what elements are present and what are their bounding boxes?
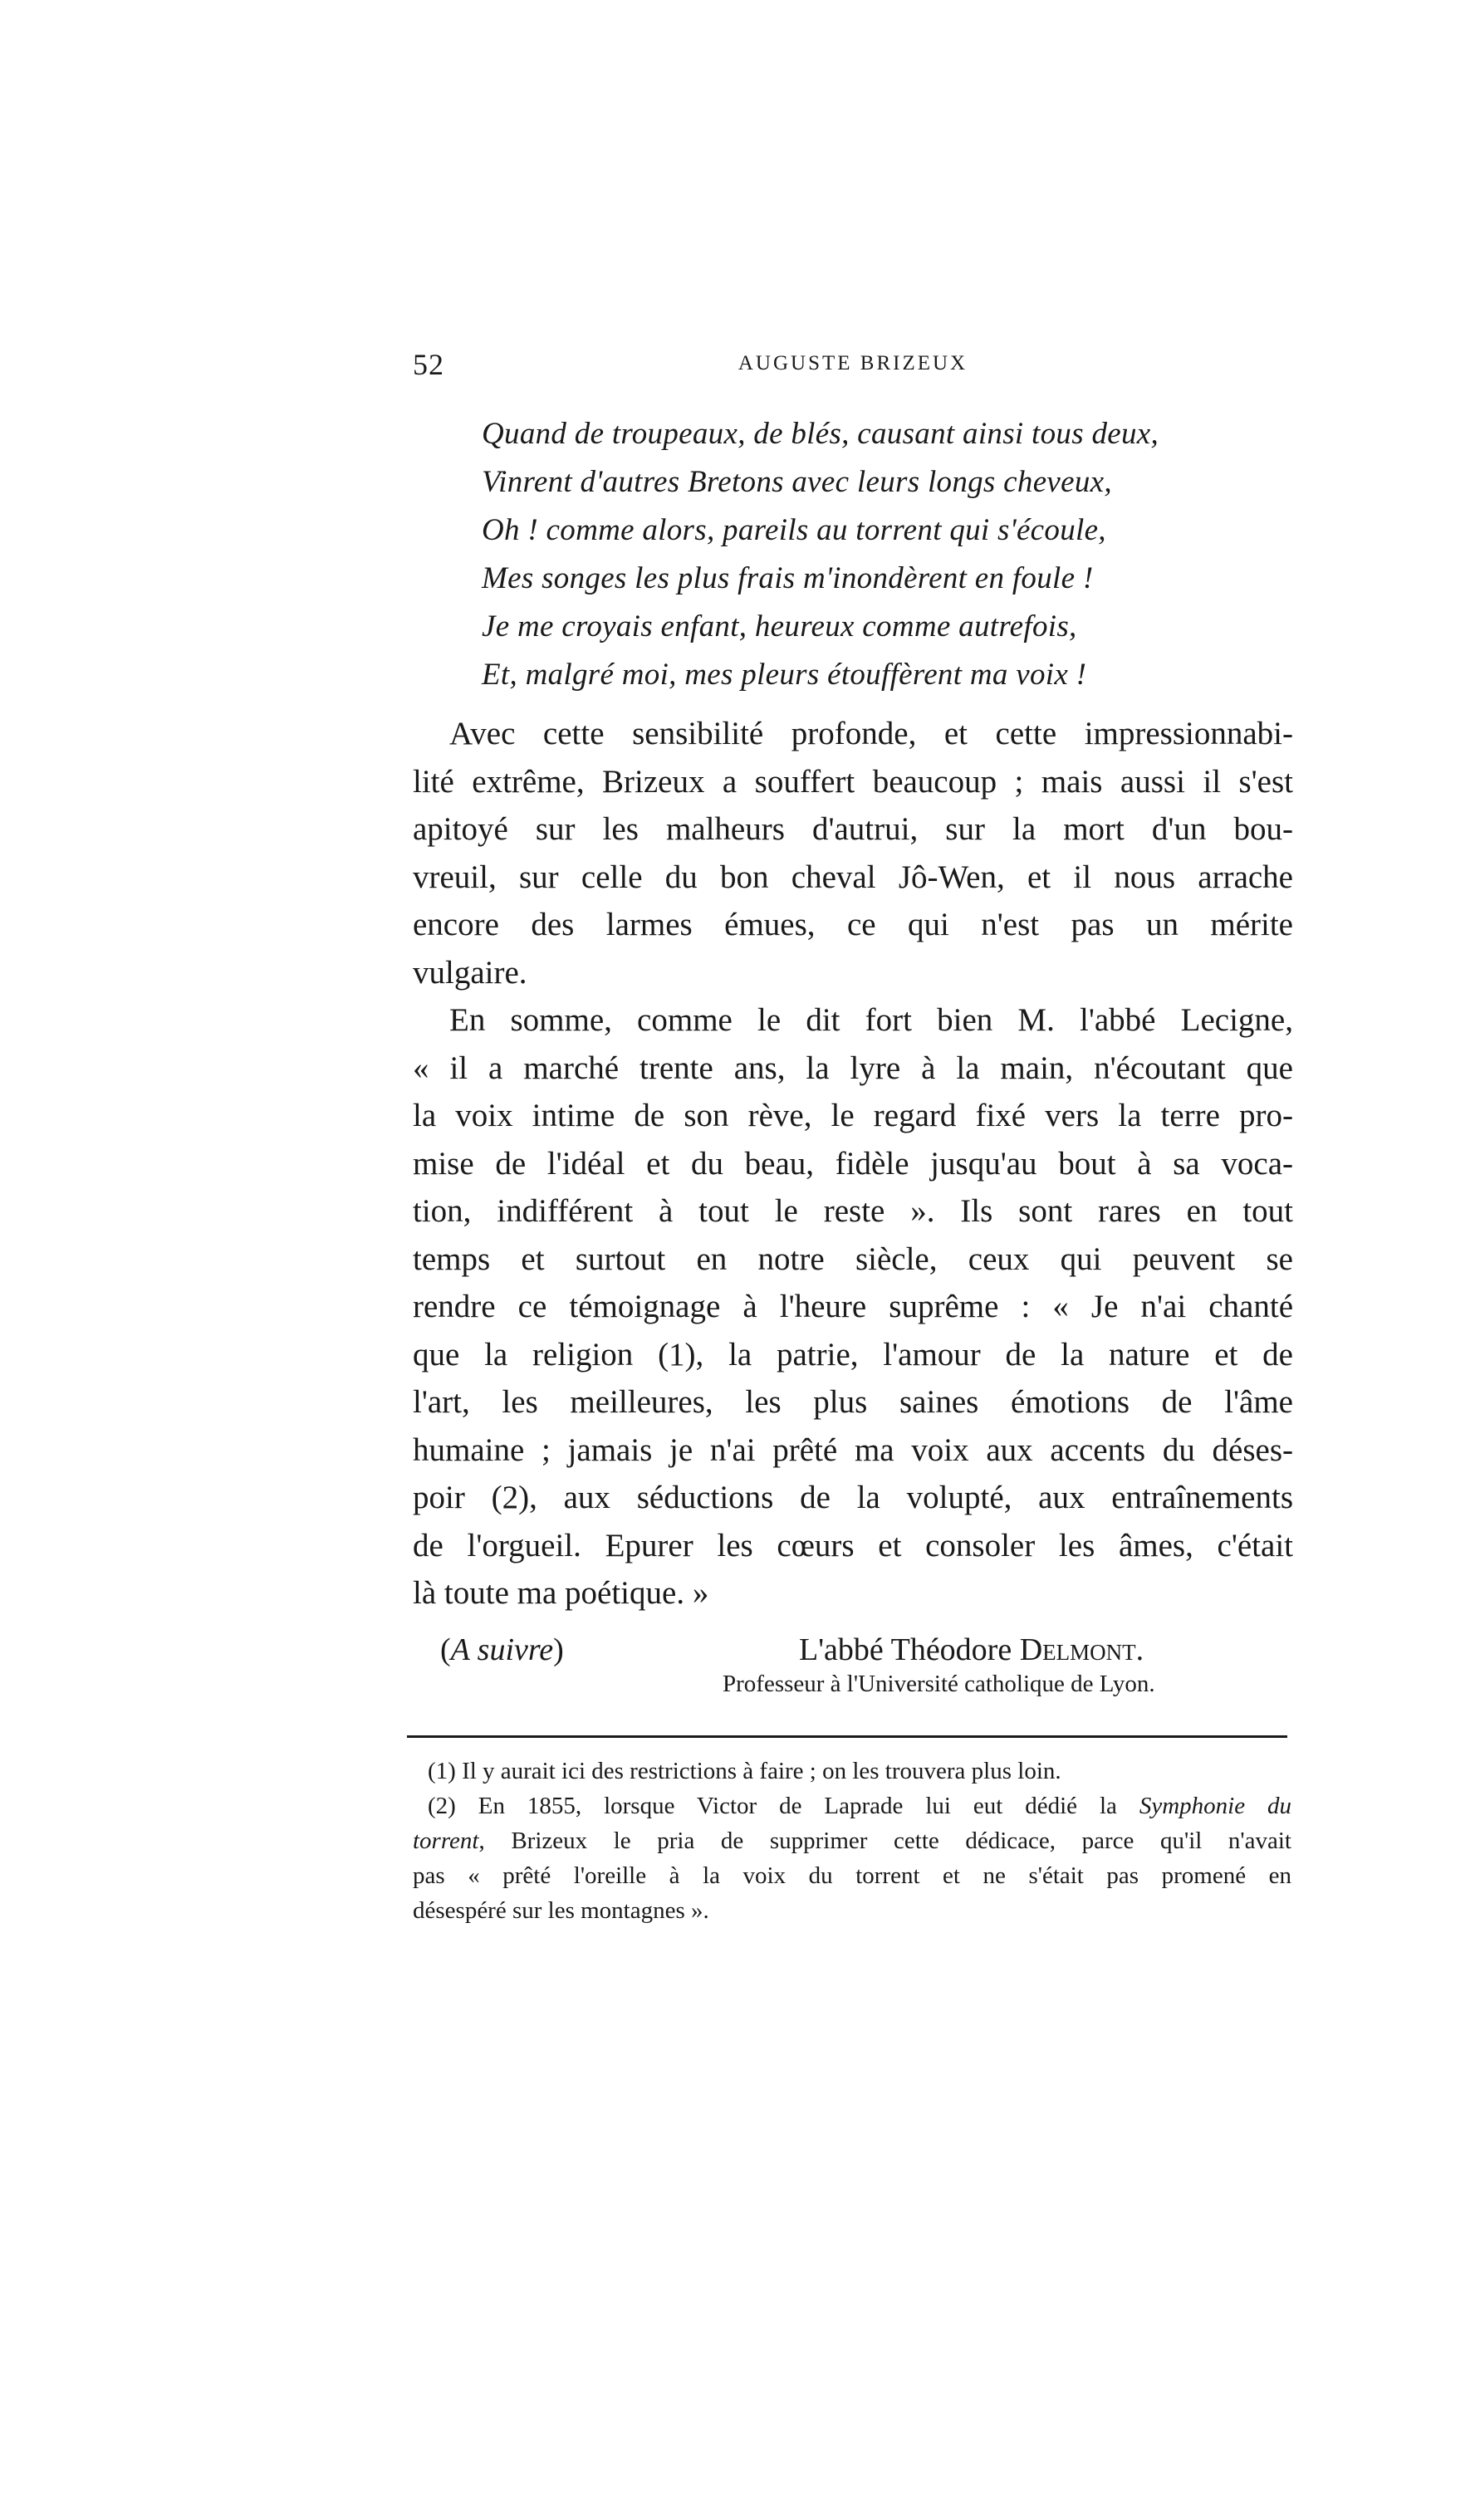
text-line: apitoyé sur les malheurs d'autrui, sur la mort d'un bou- <box>413 811 1293 847</box>
text-line: lité extrême, Brizeux a souffert beaucoup ; mais aussi il s'est <box>413 763 1293 800</box>
page-number: 52 <box>413 348 444 381</box>
text-line: là toute ma poétique. » <box>413 1575 709 1611</box>
author-affiliation: Professeur à l'Université catholique de Lyon. <box>723 1671 1155 1697</box>
verse-line: Oh ! comme alors, pareils au torrent qui s'écoule, <box>482 513 1106 547</box>
footnote-2-line <box>413 1788 1291 1823</box>
fn2-text: , Brizeux le pria de supprimer cette dédicace, parce qu'il n'avait <box>478 1828 1291 1854</box>
verse-line: Et, malgré moi, mes pleurs étouffèrent ma voix ! <box>482 658 1087 692</box>
footnote-1: (1) Il y aurait ici des restrictions à faire ; on les trouvera plus loin. <box>428 1758 1061 1784</box>
paren: ) <box>553 1632 564 1667</box>
verse-line: Je me croyais enfant, heureux comme autrefois, <box>482 609 1077 643</box>
footnote-separator <box>407 1735 1287 1738</box>
footnotes <box>413 1754 1291 1928</box>
paragraph-sensibilite <box>413 710 1293 996</box>
text-line: la voix intime de son rève, le regard fixé vers la terre pro- <box>413 1098 1293 1133</box>
text-line: tion, indifférent à tout le reste ». Ils sont rares en tout <box>413 1193 1293 1229</box>
footnote-2-line: pas « prêté l'oreille à la voix du torrent et ne s'était pas promené en <box>413 1862 1291 1889</box>
verse-line: Quand de troupeaux, de blés, causant ainsi tous deux, <box>482 417 1159 451</box>
verse-line: Vinrent d'autres Bretons avec leurs longs cheveux, <box>482 465 1112 499</box>
author-suffix: . <box>1135 1632 1144 1667</box>
paragraph-en-somme <box>413 996 1293 1617</box>
footnote-2-line <box>413 1823 1291 1858</box>
text-line: vreuil, sur celle du bon cheval Jô-Wen, et il nous arrache <box>413 859 1293 895</box>
text-line: rendre ce témoignage à l'heure suprême : « Je n'ai chanté <box>413 1289 1293 1324</box>
text-line: mise de l'idéal et du beau, fidèle jusqu'au bout à sa voca- <box>413 1145 1293 1182</box>
running-title: AUGUSTE BRIZEUX <box>738 352 968 374</box>
paren: ( <box>440 1632 451 1667</box>
signoff <box>440 1632 1296 1673</box>
text-line: temps et surtout en notre siècle, ceux qui peuvent se <box>413 1240 1293 1277</box>
fn2-text: (2) En 1855, lorsque Victor de Laprade lui eut dédié la <box>428 1793 1139 1819</box>
text-line: l'art, les meilleures, les plus saines émotions de l'âme <box>413 1384 1293 1420</box>
to-be-continued <box>440 1632 564 1668</box>
footnote-2-line: désespéré sur les montagnes ». <box>413 1897 709 1924</box>
fn2-title-italic: Symphonie du <box>1139 1793 1291 1819</box>
fn2-title-italic: torrent <box>413 1828 479 1854</box>
text-line: En somme, comme le dit fort bien M. l'abbé Lecigne, <box>449 1002 1293 1038</box>
author-signature <box>799 1632 1144 1668</box>
text-line: vulgaire. <box>413 954 527 991</box>
text-line: de l'orgueil. Epurer les cœurs et consoler les âmes, c'était <box>413 1527 1293 1563</box>
text-line: Avec cette sensibilité profonde, et cette impressionnabi- <box>449 716 1293 751</box>
running-head <box>413 347 1293 380</box>
verse-quotation <box>482 410 1312 699</box>
author-surname: Delmont <box>1019 1632 1136 1667</box>
text-line: poir (2), aux séductions de la volupté, aux entraînements <box>413 1480 1293 1515</box>
text-line: encore des larmes émues, ce qui n'est pas un mérite <box>413 907 1293 942</box>
text-line: que la religion (1), la patrie, l'amour de la nature et de <box>413 1336 1293 1373</box>
text-line: « il a marché trente ans, la lyre à la main, n'écoutant que <box>413 1050 1293 1086</box>
body-text <box>413 710 1293 1617</box>
a-suivre-text: A suivre <box>450 1632 554 1667</box>
verse-line: Mes songes les plus frais m'inondèrent en foule ! <box>482 561 1094 595</box>
author-prefix: L'abbé Théodore <box>799 1632 1020 1667</box>
text-line: humaine ; jamais je n'ai prêté ma voix aux accents du déses- <box>413 1431 1293 1468</box>
